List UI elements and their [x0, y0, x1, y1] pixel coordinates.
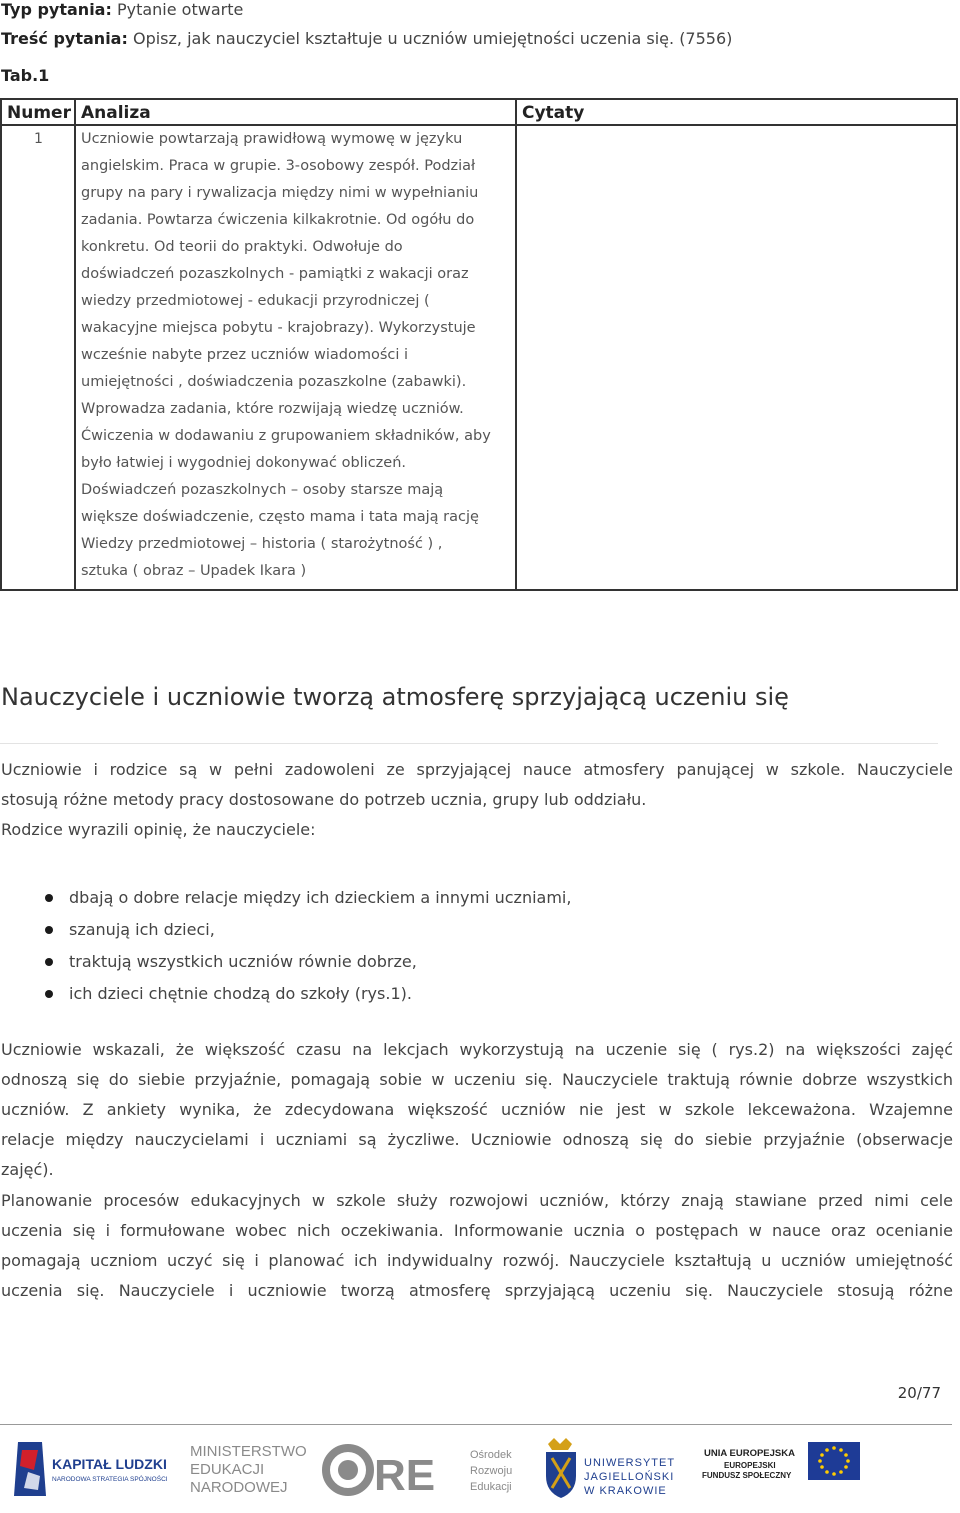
- svg-text:Ośrodek: Ośrodek: [470, 1449, 512, 1461]
- svg-text:EDUKACJI: EDUKACJI: [190, 1461, 265, 1478]
- paragraph-line: uczniów. Z ankiety wynika, że zdecydowana większość uczniów nie jest w szkole lekceważona. Wzajemne: [1, 1100, 953, 1119]
- header-analiza: Analiza: [75, 99, 516, 125]
- analysis-line: angielskim. Praca w grupie. 3-osobowy zespół. Podział: [81, 158, 476, 174]
- paragraph-line: uczenia się i formułowane wobec nich oczekiwania. Informowanie ucznia o postępach w nauce oraz ocenianie: [1, 1221, 953, 1240]
- analysis-line: było łatwiej i wygodniej dokonywać obliczeń.: [81, 455, 407, 471]
- analysis-line: Wprowadza zadania, które rozwijają wiedzę uczniów.: [81, 401, 464, 417]
- paragraph-line: Rodzice wyrazili opinię, że nauczyciele:: [1, 820, 316, 839]
- paragraph-line: relacje między nauczycielami i uczniami są życzliwe. Uczniowie odnoszą się do siebie przyjaźnie (obserwacje: [1, 1130, 953, 1149]
- bullet-icon: [45, 894, 53, 902]
- paragraph-line: zajęć).: [1, 1160, 54, 1179]
- analysis-line: wiedzy przedmiotowej - edukacji przyrodniczej (: [81, 293, 430, 309]
- analysis-line: konkretu. Od teorii do praktyki. Odwołuje do: [81, 239, 403, 255]
- intro-paragraph: [1, 755, 953, 845]
- table-header-row: [1, 99, 957, 125]
- table-row: [1, 125, 957, 590]
- list-item: [0, 946, 571, 978]
- analysis-line: grupy na pary i rywalizacja między nimi w wypełnianiu: [81, 185, 479, 201]
- analysis-table: [0, 98, 958, 591]
- header-cytaty: Cytaty: [516, 99, 957, 125]
- analysis-line: zadania. Powtarza ćwiczenia kilkakrotnie. Od ogółu do: [81, 212, 475, 228]
- svg-text:UNIWERSYTET: UNIWERSYTET: [584, 1457, 676, 1469]
- list-item-text: szanują ich dzieci,: [69, 920, 215, 939]
- list-item-text: dbają o dobre relacje między ich dzieckiem a innymi uczniami,: [69, 888, 572, 907]
- analysis-line: Wiedzy przedmiotowej – historia ( starożytność ) ,: [81, 536, 443, 552]
- paragraph-line: Uczniowie i rodzice są w pełni zadowoleni ze sprzyjającej nauce atmosfery panującej w szkole. Nauczyciele: [1, 760, 953, 779]
- quotes-cell: [516, 125, 957, 590]
- list-item: [0, 882, 571, 914]
- analysis-line: doświadczeń pozaszkolnych - pamiątki z wakacji oraz: [81, 266, 469, 282]
- svg-text:UNIA EUROPEJSKA: UNIA EUROPEJSKA: [704, 1448, 795, 1459]
- question-type-line: [1, 0, 243, 19]
- svg-text:W KRAKOWIE: W KRAKOWIE: [584, 1485, 667, 1497]
- list-item-text: traktują wszystkich uczniów równie dobrze,: [69, 952, 417, 971]
- analysis-line: wakacyjne miejsca pobytu - krajobrazy). Wykorzystuje: [81, 320, 476, 336]
- svg-text:FUNDUSZ SPOŁECZNY: FUNDUSZ SPOŁECZNY: [702, 1471, 792, 1480]
- analysis-line: Doświadczeń pozaszkolnych – osoby starsze mają: [81, 482, 444, 498]
- table-caption: Tab.1: [1, 66, 50, 85]
- paragraph-line: pomagają uczniom uczyć się i planować ich indywidualny rozwój. Nauczyciele kształtują u uczniów umiejętność: [1, 1251, 953, 1270]
- list-item-text: ich dzieci chętnie chodzą do szkoły (rys.1).: [69, 984, 412, 1003]
- svg-text:MINISTERSTWO: MINISTERSTWO: [190, 1443, 307, 1460]
- bullet-icon: [45, 958, 53, 966]
- ore-logo: [320, 1436, 520, 1502]
- question-type-label: Typ pytania:: [1, 0, 112, 19]
- unia-europejska-logo: [700, 1436, 865, 1502]
- analysis-line: większe doświadczenie, często mama i tata mają rację: [81, 509, 479, 525]
- planning-paragraph: [1, 1186, 953, 1306]
- heading-divider: [0, 743, 938, 744]
- svg-text:Rozwoju: Rozwoju: [470, 1465, 513, 1477]
- analysis-line: Uczniowie powtarzają prawidłową wymowę w języku: [81, 131, 463, 147]
- question-type-value: Pytanie otwarte: [116, 0, 244, 19]
- paragraph-line: Planowanie procesów edukacyjnych w szkole służy rozwojowi uczniów, którzy znają stawiane przed nimi cele: [1, 1191, 953, 1210]
- svg-text:NARODOWEJ: NARODOWEJ: [190, 1479, 288, 1496]
- paragraph-line: stosują różne metody pracy dostosowane do potrzeb ucznia, grupy lub oddziału.: [1, 790, 647, 809]
- kapital-ludzki-logo: [8, 1436, 173, 1502]
- svg-text:NARODOWA STRATEGIA SPÓJNOŚCI: NARODOWA STRATEGIA SPÓJNOŚCI: [52, 1476, 168, 1483]
- analysis-line: Ćwiczenia w dodawaniu z grupowaniem składników, aby: [81, 428, 491, 444]
- bullet-icon: [45, 926, 53, 934]
- question-content-label: Treść pytania:: [1, 29, 128, 48]
- svg-text:EUROPEJSKI: EUROPEJSKI: [724, 1461, 776, 1470]
- svg-text:RE: RE: [374, 1451, 436, 1500]
- list-item: [0, 914, 571, 946]
- svg-text:KAPITAŁ LUDZKI: KAPITAŁ LUDZKI: [52, 1456, 167, 1472]
- students-paragraph: [1, 1035, 953, 1185]
- analysis-line: wcześnie nabyte przez uczniów wiadomości i: [81, 347, 409, 363]
- analysis-line: umiejętności , doświadczenia pozaszkolne (zabawki).: [81, 374, 467, 390]
- footer-divider: [0, 1424, 952, 1425]
- uniwersytet-jagiellonski-logo: [540, 1436, 690, 1502]
- paragraph-line: uczenia się. Nauczyciele i uczniowie tworzą atmosferę sprzyjającą uczeniu się. Nauczyciele stosują różne: [1, 1281, 953, 1300]
- svg-text:JAGIELLOŃSKI: JAGIELLOŃSKI: [584, 1471, 675, 1483]
- analysis-line: sztuka ( obraz – Upadek Ikara ): [81, 563, 307, 579]
- row-number: 1: [1, 125, 75, 590]
- section-heading: Nauczyciele i uczniowie tworzą atmosferę sprzyjającą uczeniu się: [1, 683, 789, 711]
- header-numer: Numer: [1, 99, 75, 125]
- svg-text:Edukacji: Edukacji: [470, 1481, 512, 1493]
- page-number: 20/77: [897, 1384, 941, 1402]
- question-content-value: Opisz, jak nauczyciel kształtuje u uczniów umiejętności uczenia się. (7556): [132, 29, 733, 48]
- paragraph-line: odnoszą się do siebie przyjaźnie, pomagają sobie w uczeniu się. Nauczyciele traktują równie dobrze wszystkich: [1, 1070, 953, 1089]
- list-item: [0, 978, 571, 1010]
- opinion-bullet-list: [0, 882, 571, 1010]
- ministerstwo-edukacji-logo: [188, 1436, 308, 1502]
- analysis-cell: [75, 125, 516, 590]
- question-content-line: [1, 29, 732, 48]
- bullet-icon: [45, 990, 53, 998]
- paragraph-line: Uczniowie wskazali, że większość czasu na lekcjach wykorzystują na uczenie się ( rys.2) na większości zajęć: [1, 1040, 953, 1059]
